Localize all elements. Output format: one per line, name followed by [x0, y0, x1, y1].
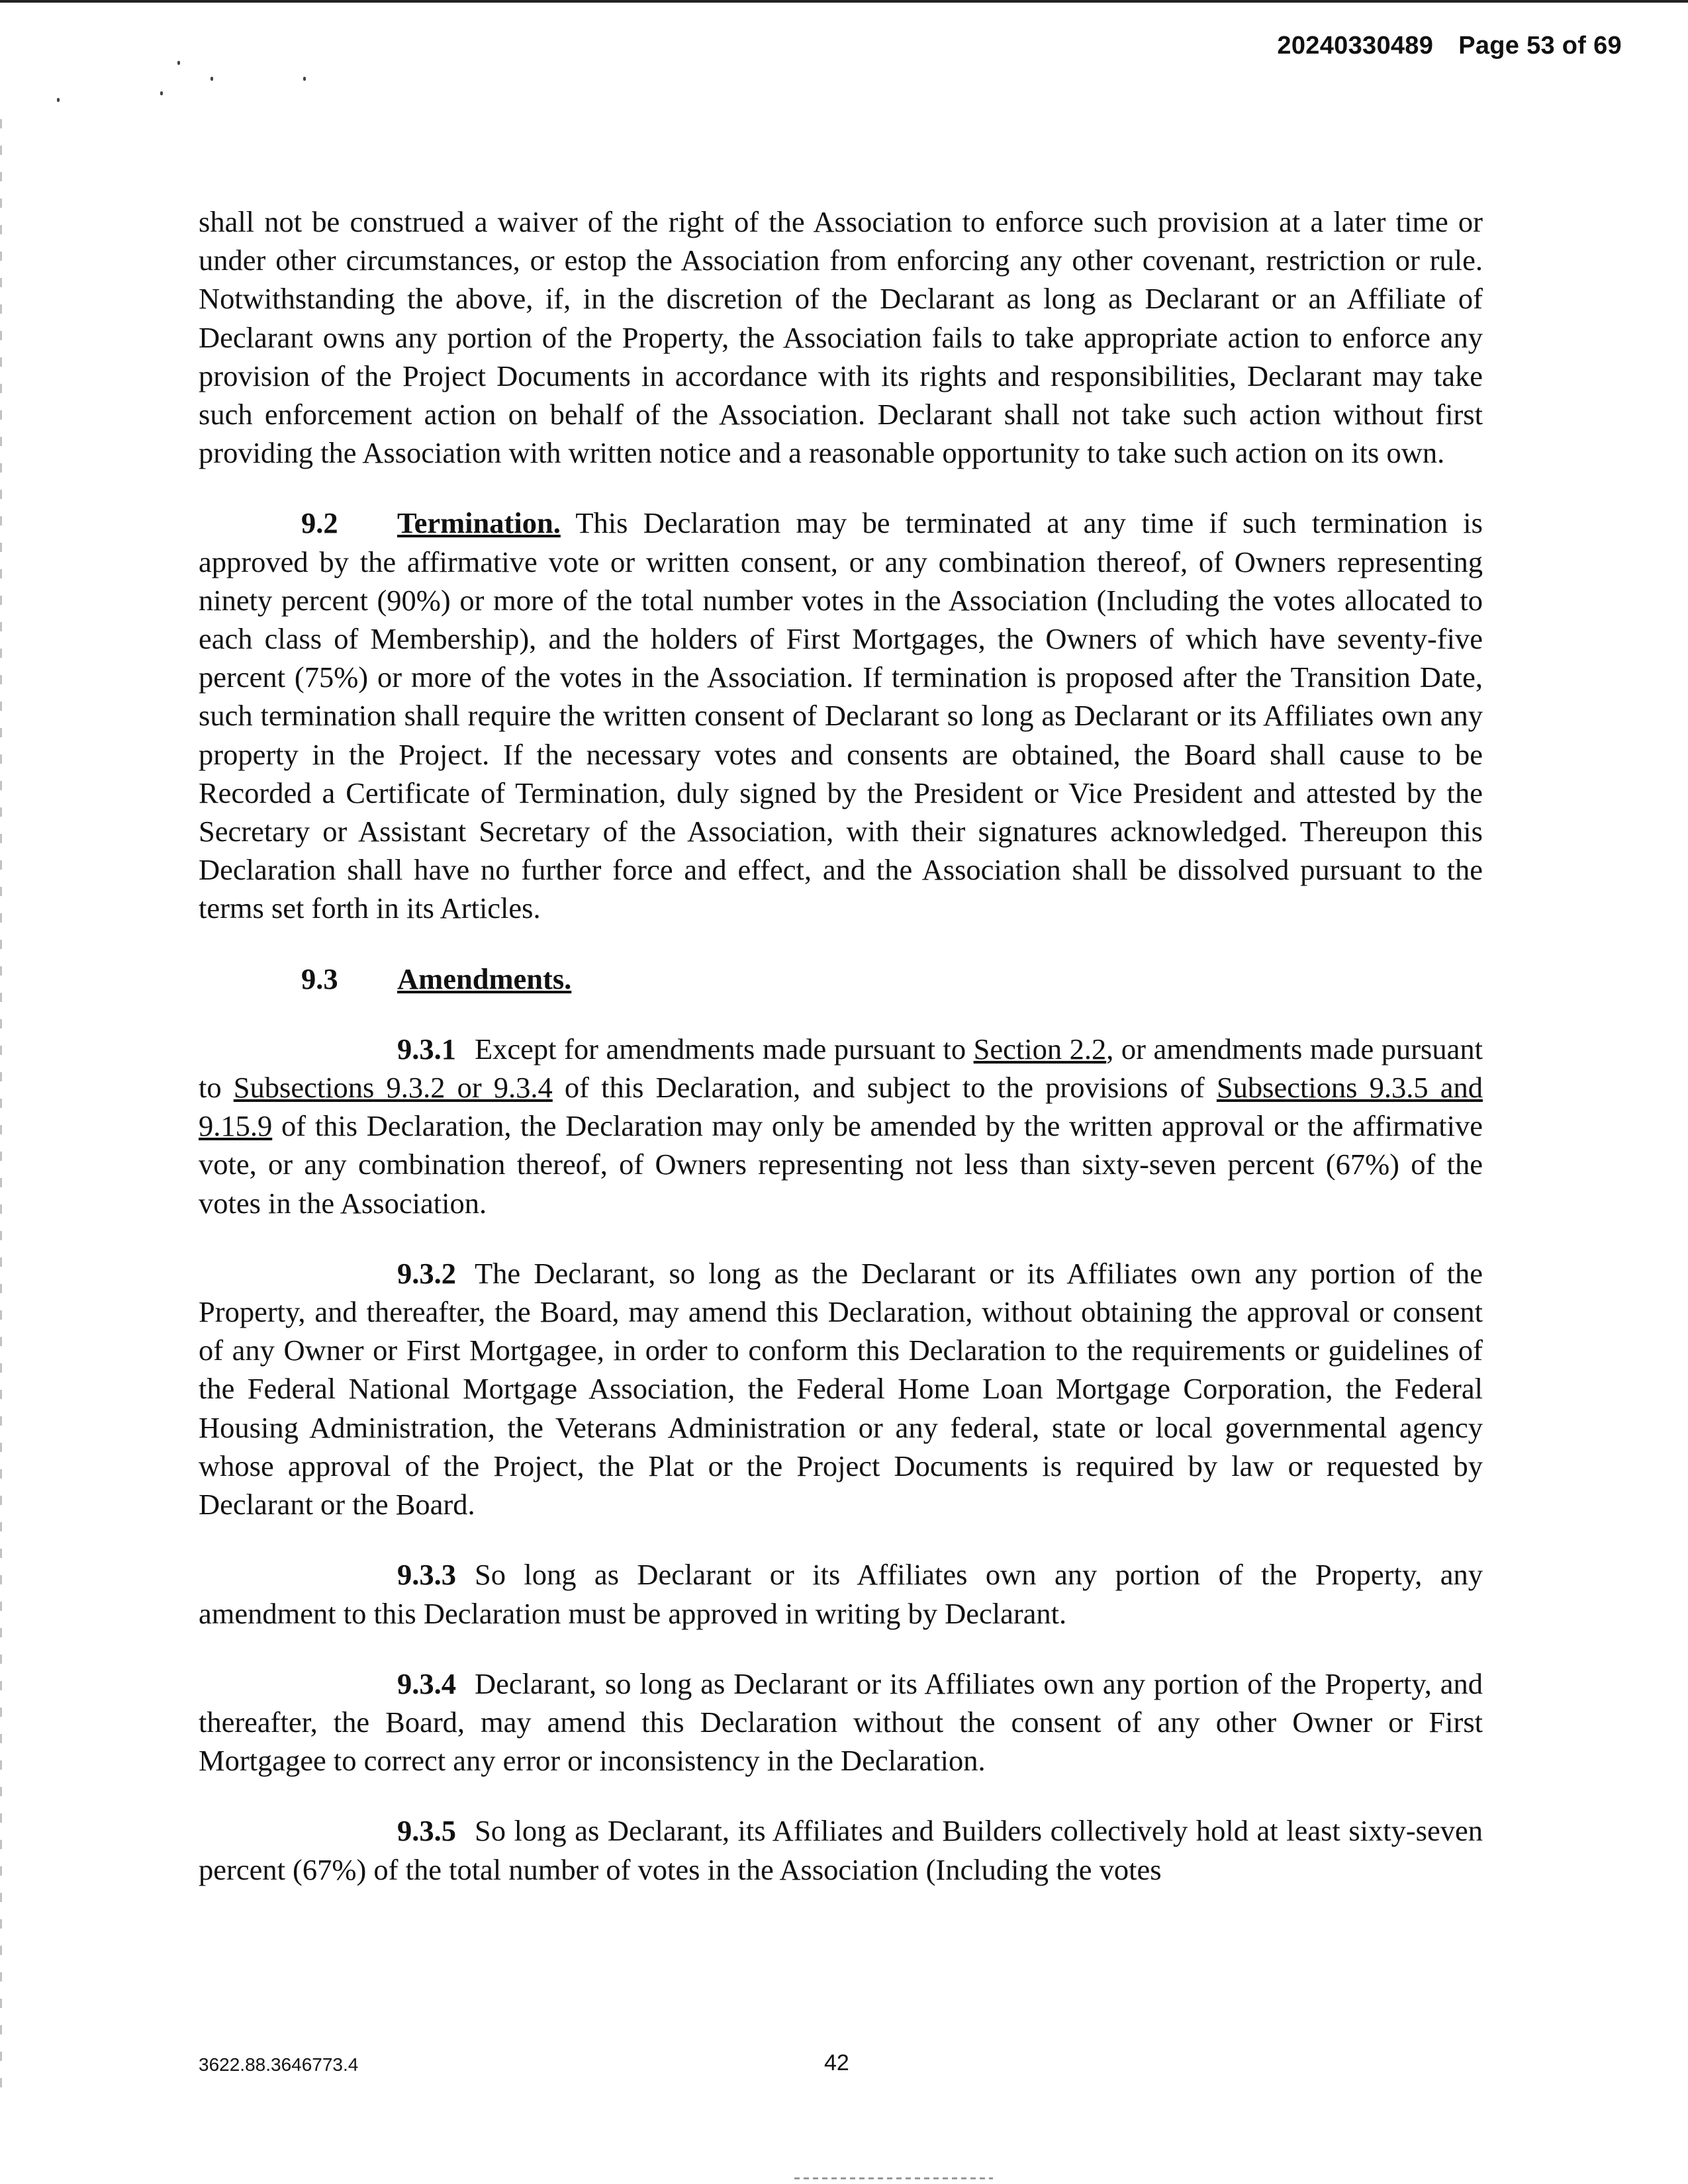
footer-page-number: 42	[824, 2050, 849, 2075]
section-title: Termination.	[397, 506, 561, 540]
speck	[303, 77, 306, 81]
subsection-number: 9.3.2	[397, 1256, 456, 1290]
subsection-number: 9.3.1	[397, 1032, 456, 1066]
subsection-text: The Declarant, so long as the Declarant or its Affiliates own any portion of the Property, and thereafter, the Board, may amend this Declaration, without obtaining the approval or consent of any Owner or First Mortgagee, in order to conform this Declaration to the requirements or guidelines of the Federal National Mortgage Association, the Federal Home Loan Mortgage Corporation, the Federal Housing Administration, the Veterans Administration or any federal, state or local governmental agency whose approval of the Project, the Plat or the Project Documents is required by law or requested by Declarant or the Board.	[199, 1256, 1483, 1522]
speck	[177, 61, 180, 65]
subsection-9-3-4	[199, 1664, 1483, 1780]
subsection-number: 9.3.4	[397, 1666, 456, 1700]
speck	[160, 91, 163, 95]
subsection-9-3-3	[199, 1555, 1483, 1632]
section-number: 9.3	[301, 962, 338, 995]
text-fragment: of this Declaration, and subject to the provisions of	[552, 1071, 1217, 1105]
section-title: Amendments.	[397, 962, 572, 995]
subsection-9-3-5	[199, 1811, 1483, 1888]
document-body	[199, 203, 1483, 1921]
text-fragment: Except for amendments made pursuant to	[475, 1032, 974, 1066]
subsection-text: So long as Declarant or its Affiliates own any portion of the Property, any amendment to this Declaration must be approved in writing by Declarant.	[199, 1558, 1483, 1630]
continuation-paragraph: shall not be construed a waiver of the right of the Association to enforce such provision at a later time or under other circumstances, or estop the Association from enforcing any other covenant, restriction or rule. Notwithstanding the above, if, in the discretion of the Declarant as long as Declarant or an Affiliate of Declarant owns any portion of the Property, the Association fails to take appropriate action to enforce any provision of the Project Documents in accordance with its rights and responsibilities, Declarant may take such enforcement action on behalf of the Association. Declarant shall not take such action without first providing the Association with written notice and a reasonable opportunity to take such action on its own.	[199, 205, 1483, 470]
cross-reference: Subsections 9.3.2 or 9.3.4	[233, 1071, 553, 1105]
cross-reference: Section 2.2	[973, 1032, 1107, 1066]
subsection-number: 9.3.3	[397, 1558, 456, 1592]
scan-specks	[0, 0, 397, 132]
section-text: This Declaration may be terminated at any time if such termination is approved by the affirmative vote or written consent, or any combination thereof, of Owners representing ninety percent (90%) or more of the total number votes in the Association (Including the votes allocated to each class of Membership), and the holders of First Mortgages, the Owners of which have seventy-five percent (75%) or more of the votes in the Association. If termination is proposed after the Transition Date, such termination shall require the written consent of Declarant so long as Declarant or its Affiliates own any property in the Project. If the necessary votes and consents are obtained, the Board shall cause to be Recorded a Certificate of Termination, duly signed by the President or Vice President and attested by the Secretary or Assistant Secretary of the Association, with their signatures acknowledged. Thereupon this Declaration shall have no further force and effect, and the Association shall be dissolved pursuant to the terms set forth in its Articles.	[199, 506, 1483, 925]
section-9-2	[199, 504, 1483, 927]
section-9-3-heading	[301, 960, 1483, 998]
text-fragment: , or amendments made pursuant to	[199, 1032, 1483, 1105]
subsection-9-3-1	[199, 1030, 1483, 1222]
section-number: 9.2	[301, 506, 338, 540]
footer-document-id: 3622.88.3646773.4	[199, 2054, 359, 2075]
page-count-label: Page 53 of 69	[1458, 32, 1622, 60]
document-number: 20240330489	[1277, 32, 1434, 60]
subsection-text: So long as Declarant, its Affiliates and Builders collectively hold at least sixty-seven percent (67%) of the total number of votes in the Association (Including the votes	[199, 1814, 1483, 1886]
subsection-text: Declarant, so long as Declarant or its Affiliates own any portion of the Property, and thereafter, the Board, may amend this Declaration without the consent of any other Owner or First Mortgagee to correct any error or inconsistency in the Declaration.	[199, 1666, 1483, 1778]
speck	[57, 98, 60, 102]
scan-bottom-marks	[794, 2177, 993, 2179]
subsection-number: 9.3.5	[397, 1814, 456, 1848]
cross-reference: Subsections 9.3.5 and 9.15.9	[199, 1071, 1483, 1143]
recording-header	[1277, 32, 1622, 60]
speck	[211, 77, 213, 81]
subsection-9-3-2	[199, 1254, 1483, 1524]
text-fragment: of this Declaration, the Declaration may only be amended by the written approval or the affirmative vote, or any combination thereof, of Owners representing not less than sixty-seven percent (67%) of the votes in the Association.	[199, 1109, 1483, 1220]
scan-left-edge	[0, 119, 2, 2105]
